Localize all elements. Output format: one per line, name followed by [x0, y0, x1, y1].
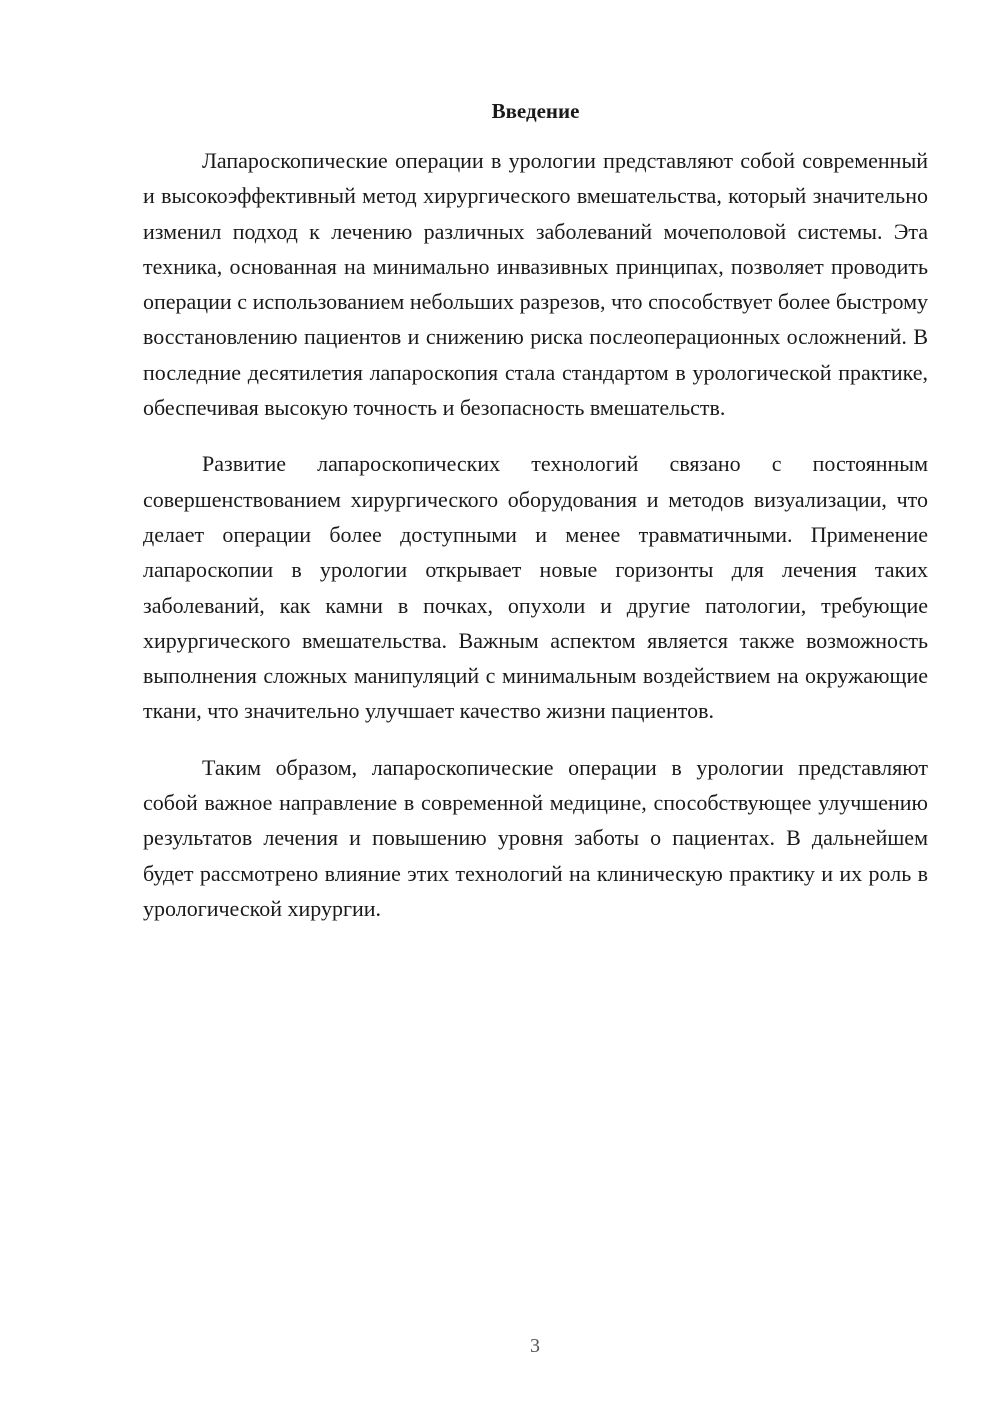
- paragraph-1: Лапароскопические операции в урологии представляют собой современный и высокоэффективный метод хирургического вмешательства, который значительно изменил подход к лечению различных заболеваний мочеполовой системы. Эта техника, основанная на минимально инвазивных принципах, позволяет проводить операции с использованием небольших разрезов, что способствует более быстрому восстановлению пациентов и снижению риска послеоперационных осложнений. В последние десятилетия лапароскопия стала стандартом в урологической практике, обеспечивая высокую точность и безопасность вмешательств.: [143, 148, 928, 421]
- paragraph-3: Таким образом, лапароскопические операции в урологии представляют собой важное направление в современной медицине, способствующее улучшению результатов лечения и повышению уровня заботы о пациентах. В дальнейшем будет рассмотрено влияние этих технологий на клиническую практику и их роль в урологической хирургии.: [143, 754, 928, 921]
- page-title: Введение: [491, 99, 580, 123]
- paragraph-2: Развитие лапароскопических технологий связано с постоянным совершенствованием хирургического оборудования и методов визуализации, что делает операции более доступными и менее травматичными. Применение лапароскопии в урологии открывает новые горизонты для лечения таких заболеваний, как камни в почках, опухоли и другие патологии, требующие хирургического вмешательства. Важным аспектом является также возможность выполнения сложных манипуляций с минимальным воздействием на окружающие ткани, что значительно улучшает качество жизни пациентов.: [143, 451, 928, 724]
- document-body: [143, 143, 928, 947]
- page-number: 3: [530, 1335, 540, 1357]
